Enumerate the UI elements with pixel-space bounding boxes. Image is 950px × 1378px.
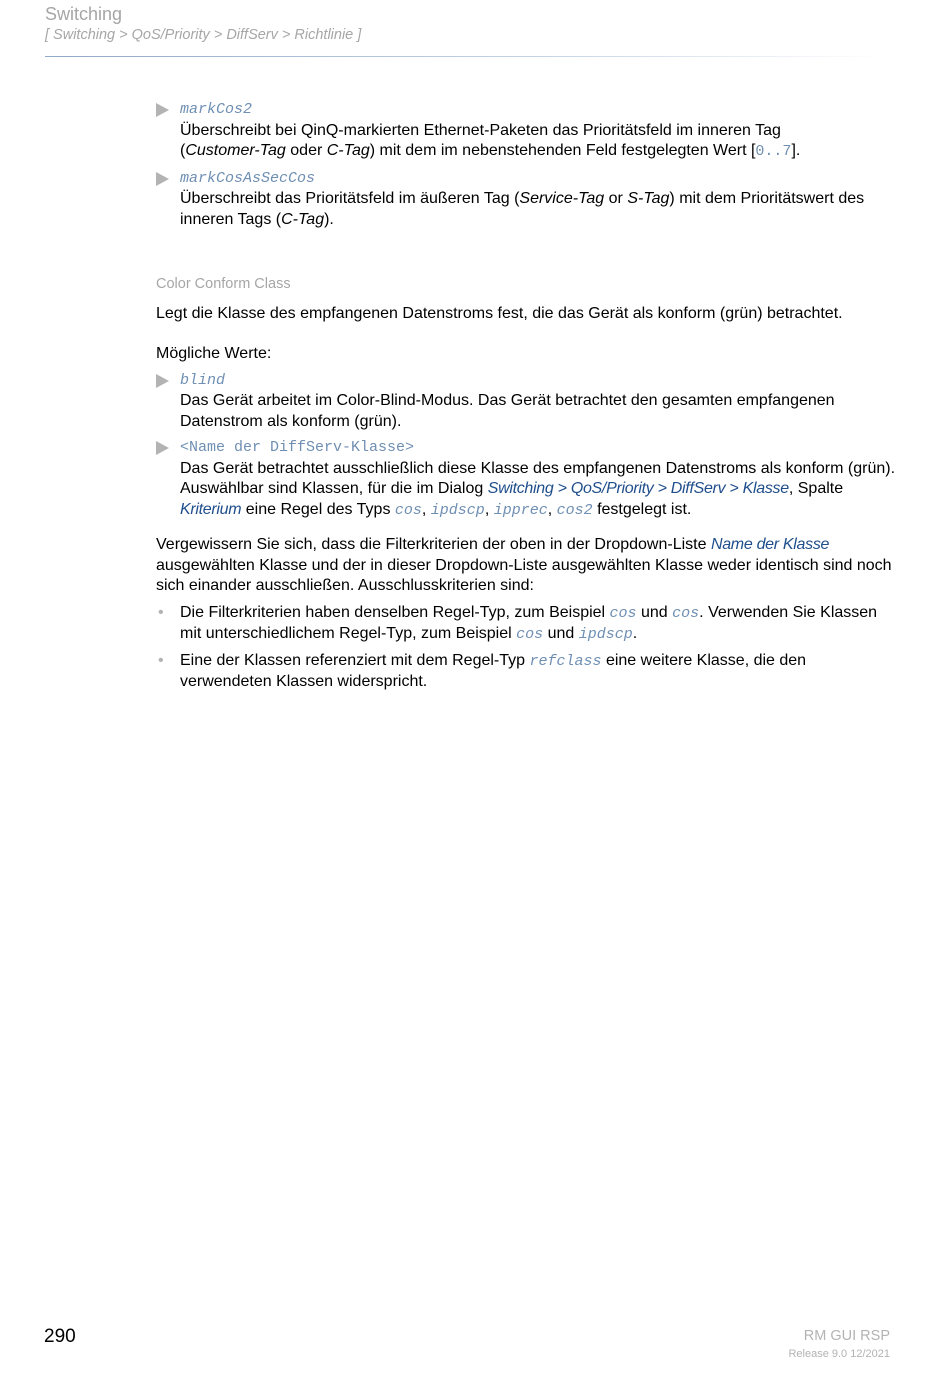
footer-release: Release 9.0 12/2021 — [788, 1348, 890, 1360]
value-description-dialog: Auswählbar sind Klassen, für die im Dialog Switching > QoS/Priority > DiffServ > Klasse, Spalte Kriterium eine Regel des Typs cos, ipdscp, ipprec, cos2 festgelegt ist. — [180, 480, 844, 519]
value-code: markCos2 — [180, 101, 253, 118]
header-title: Switching — [45, 4, 123, 24]
value-description: Das Gerät arbeitet im Color-Blind-Modus. Das Gerät betrachtet den gesamten empfangenen Datenstrom als konform (grün). — [180, 392, 835, 430]
section-intro: Legt die Klasse des empfangenen Datenstroms fest, die das Gerät als konform (grün) betrachtet. — [156, 304, 843, 322]
triangle-bullet-icon — [156, 103, 169, 117]
value-entry-markcosassecos — [156, 169, 896, 231]
value-entry-blind — [156, 371, 896, 433]
bullet-dot-icon: • — [158, 603, 164, 621]
value-code: markCosAsSecCos — [180, 169, 316, 187]
triangle-bullet-icon — [156, 441, 169, 455]
value-range: 0..7 — [755, 143, 792, 160]
triangle-bullet-icon — [156, 172, 169, 186]
header-breadcrumb: [ Switching > QoS/Priority > DiffServ > Richtlinie ] — [45, 27, 362, 43]
dialog-path-link[interactable]: Switching > QoS/Priority > DiffServ > Klasse — [487, 480, 789, 497]
list-item: • Die Filterkriterien haben denselben Regel-Typ, zum Beispiel cos und cos. Verwenden Sie Klassen mit unterschiedlichem Regel-Typ, zum Beispiel cos und ipdscp. — [158, 603, 878, 643]
bullet-dot-icon: • — [158, 651, 164, 669]
triangle-bullet-icon — [156, 374, 169, 388]
value-code: blind — [180, 371, 226, 389]
dropdown-name-link[interactable]: Name der Klasse — [710, 536, 830, 553]
value-description: Das Gerät betrachtet ausschließlich diese Klasse des empfangenen Datenstroms als konform (grün). — [180, 459, 896, 477]
possible-values-label: Mögliche Werte: — [156, 345, 272, 362]
section-heading: Color Conform Class — [156, 276, 291, 292]
header-divider — [45, 56, 885, 57]
page-content — [156, 100, 896, 698]
value-entry-class-name — [156, 438, 896, 521]
list-item: • Eine der Klassen referenziert mit dem Regel-Typ refclass eine weitere Klasse, die den verwendeten Klassen widerspricht. — [158, 651, 807, 690]
page-number: 290 — [44, 1326, 76, 1347]
column-name: Kriterium — [180, 500, 242, 518]
footer-document: RM GUI RSP — [803, 1328, 890, 1344]
value-description: Überschreibt bei QinQ-markierten Ethernet-Paketen das Prioritätsfeld im inneren Tag (Customer-Tag oder C-Tag) mit dem im nebenstehenden Feld festgelegten Wert [0..7]. — [180, 121, 801, 160]
value-description: Überschreibt das Prioritätsfeld im äußeren Tag (Service-Tag or S-Tag) mit dem Prioritätswert des inneren Tags (C-Tag). — [180, 190, 865, 228]
value-code: <Name der DiffServ-Klasse> — [180, 439, 415, 456]
value-entry-markcos2 — [156, 100, 896, 163]
note-paragraph: Vergewissern Sie sich, dass die Filterkriterien der oben in der Dropdown-Liste Name der Klasse ausgewählten Klasse und der in dieser Dropdown-Liste ausgewählten Klasse weder identisch sind noch sich einander ausschließen. Ausschlusskriterien sind: — [156, 536, 892, 594]
